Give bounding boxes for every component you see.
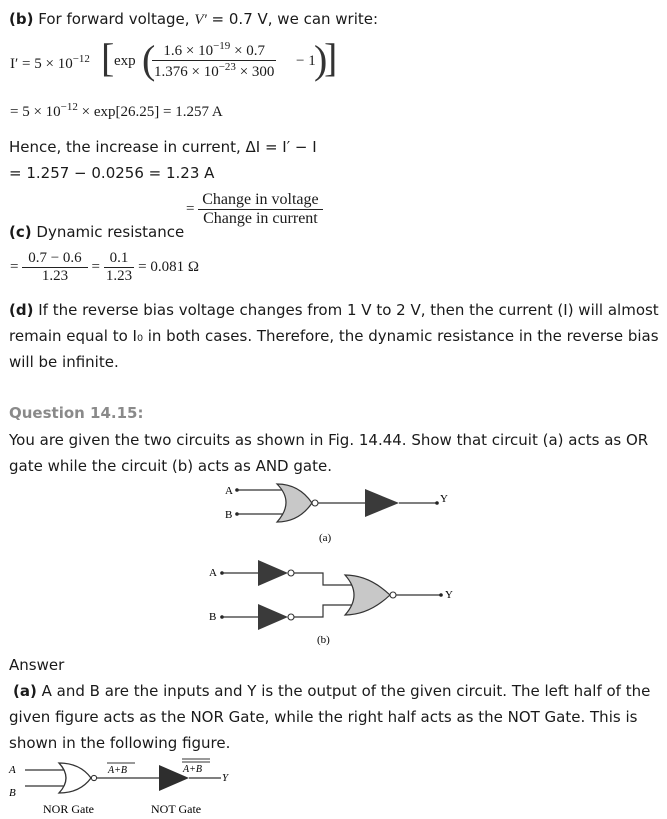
fig-a-input-a: A [225,485,233,497]
increase-line-2: = 1.257 − 0.0256 = 1.23 A [9,164,215,182]
question-line-2: gate while the circuit (b) acts as AND gate. [9,457,332,475]
circuit-figure-b [205,555,465,650]
fig-b-not-gate-b [258,604,288,630]
v-prime-symbol: V′ [194,12,207,28]
fig-b-caption: (b) [317,634,330,646]
nor-fig-out-label: A+B [183,764,202,775]
answer-line-3: shown in the following figure. [9,734,231,752]
nor-fig-output-y: Y [222,772,229,784]
nor-fig-input-a: A [9,764,16,776]
part-d-label: (d) [9,301,34,319]
answer-a-label: (a) [13,682,37,700]
not-gate-caption: NOT Gate [151,802,202,816]
nor-fig-mid-label: A+B [108,765,127,776]
fig-b-not-gate-a [258,560,288,586]
fig-b-input-b: B [209,611,217,623]
fig-a-caption: (a) [319,532,332,544]
fig-b-input-a: A [209,567,217,579]
part-d-line-2: remain equal to I₀ in both cases. Therefore, the dynamic resistance in the reverse bias [9,327,659,345]
answer-line-2: given figure acts as the NOR Gate, while the right half acts as the NOT Gate. This is [9,708,638,726]
answer-label: Answer [9,656,65,674]
v-prime-value: = 0.7 V, we can write: [211,10,379,28]
eq1-exp: exp [114,53,136,69]
part-c-label: (c) [9,223,32,241]
nor-fig-input-b: B [9,787,16,799]
eq1-tail: − 1 [296,53,316,69]
part-c-line [9,222,184,242]
part-c-text: Dynamic resistance [36,223,185,241]
question-line-1: You are given the two circuits as shown in Fig. 14.44. Show that circuit (a) acts as OR [9,431,649,449]
question-heading: Question 14.15: [9,404,144,422]
dynamic-resistance-definition: = $\frac{\text{Change in voltage}}{\text{Change in current}}$ [186,191,323,228]
fig-b-nor-gate [345,575,390,615]
part-b-intro: For forward voltage, [38,10,190,28]
answer-line-1: (a) A and B are the inputs and Y is the output of the given circuit. The left half of the [13,682,651,700]
equation-current-result: = $5 \times 10^{-12} \times \exp[26.25] = 1.257$ A [10,101,223,120]
fig-b-output-y: Y [445,589,453,601]
part-b-label: (b) [9,10,34,28]
circuit-figure-a [215,478,465,548]
fig-a-input-b: B [225,509,233,521]
nor-not-figure [5,757,245,819]
fig-a-output-y: Y [440,493,448,505]
nor-gate-caption: NOR Gate [43,802,94,816]
part-d-line-1: (d) If the reverse bias voltage changes from 1 V to 2 V, then the current (I) will almost [9,301,659,319]
nor-fig-nor-gate [59,763,91,793]
part-d-line-3: will be infinite. [9,353,119,371]
eq1-lhs: $I' = 5 \times 10^{-12}$ [10,53,90,72]
increase-line-1: Hence, the increase in current, ΔI = I′ − I [9,138,317,156]
part-b-line [9,9,378,30]
eq1-fraction: $\frac{1.6 \times 10^{-19} \times 0.7}{1.376 \times 10^{-23} \times 300}$ [154,40,275,80]
dynamic-resistance-equation: = $\frac{0.7 - 0.6}{1.23}$ = $\frac{0.1}{1.23}$ = 0.081 Ω [10,250,200,284]
fig-a-nor-gate [277,484,312,522]
fig-a-buffer-gate [365,489,399,517]
